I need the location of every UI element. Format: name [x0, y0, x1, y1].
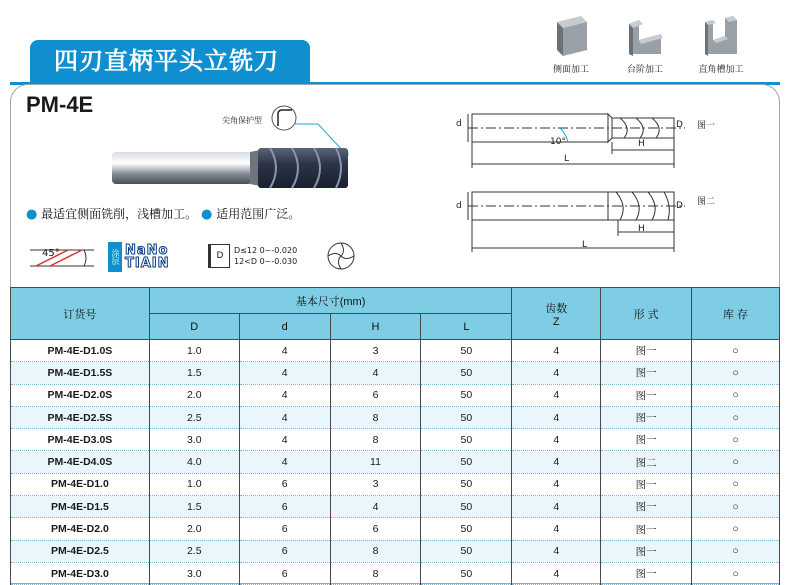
cell-d: 4: [239, 340, 330, 362]
cell-form: 图二: [601, 451, 692, 473]
machining-side: [541, 14, 601, 75]
bullet-icon: ●: [26, 207, 38, 222]
cell-Z: 4: [512, 429, 601, 451]
feature-list: [26, 205, 300, 222]
cell-H: 8: [330, 406, 421, 428]
product-model: PM-4E: [26, 92, 94, 117]
table-row: [11, 340, 780, 362]
machining-step-label: 台阶加工: [626, 65, 663, 75]
cell-L: 50: [421, 473, 512, 495]
col-stock: 库 存: [692, 288, 780, 340]
cell-D: 1.5: [149, 362, 239, 384]
cell-D: 2.5: [149, 540, 239, 562]
fig1-angle: 10°: [550, 137, 566, 147]
cell-code: PM-4E-D2.5: [11, 540, 150, 562]
col-teeth: [512, 288, 601, 340]
cell-L: 50: [421, 384, 512, 406]
cell-H: 8: [330, 429, 421, 451]
cell-d: 6: [239, 496, 330, 518]
cell-d: 6: [239, 562, 330, 584]
step-milling-icon: [625, 14, 665, 58]
fig2-dim-D: D: [676, 201, 683, 211]
cell-form: 图一: [601, 340, 692, 362]
table-row: [11, 451, 780, 473]
tolerance-line-2: 12<D 0~-0.030: [234, 257, 298, 266]
tolerance-symbol: D: [208, 244, 230, 268]
cell-stock: ○: [692, 451, 780, 473]
fig1-dim-d: d: [456, 119, 462, 129]
cell-form: 图一: [601, 429, 692, 451]
fig2-dim-L: L: [582, 240, 588, 250]
fig1-dim-H: H: [638, 139, 645, 149]
fig1-label: 图一: [697, 121, 716, 131]
end-view-icon: [326, 241, 356, 271]
machining-step: [615, 14, 675, 75]
col-teeth-label: 齿数: [545, 302, 568, 315]
fig1-dim-L: L: [564, 154, 570, 164]
cell-stock: ○: [692, 473, 780, 495]
col-teeth-sub: Z: [552, 315, 560, 328]
col-d: d: [239, 314, 330, 340]
cell-L: 50: [421, 451, 512, 473]
cell-form: 图一: [601, 384, 692, 406]
cell-L: 50: [421, 540, 512, 562]
col-L: L: [421, 314, 512, 340]
coating-brand-1: NaNo: [125, 243, 169, 258]
cell-D: 3.0: [149, 429, 239, 451]
cell-code: PM-4E-D2.0S: [11, 384, 150, 406]
table-row: [11, 540, 780, 562]
cell-D: 4.0: [149, 451, 239, 473]
cell-code: PM-4E-D1.0S: [11, 340, 150, 362]
cell-stock: ○: [692, 406, 780, 428]
cell-d: 4: [239, 384, 330, 406]
cell-stock: ○: [692, 384, 780, 406]
feature-1: 最适宜侧面铣削，浅槽加工。: [41, 207, 198, 221]
cell-code: PM-4E-D2.5S: [11, 406, 150, 428]
cell-L: 50: [421, 518, 512, 540]
tip-protection-label: 尖角保护型: [222, 116, 262, 125]
cell-Z: 4: [512, 496, 601, 518]
cell-form: 图一: [601, 406, 692, 428]
cell-L: 50: [421, 496, 512, 518]
machining-slot: [691, 14, 751, 75]
feature-2: 适用范围广泛。: [216, 207, 301, 221]
cell-d: 6: [239, 540, 330, 562]
cell-code: PM-4E-D1.5S: [11, 362, 150, 384]
table-row: [11, 473, 780, 495]
cell-H: 6: [330, 384, 421, 406]
cell-D: 2.0: [149, 384, 239, 406]
table-row: [11, 429, 780, 451]
table-row: [11, 406, 780, 428]
cell-D: 2.5: [149, 406, 239, 428]
cell-H: 3: [330, 473, 421, 495]
cell-d: 4: [239, 451, 330, 473]
page-title: 四刃直柄平头立铣刀: [30, 40, 310, 82]
cell-code: PM-4E-D1.0: [11, 473, 150, 495]
bullet-icon: ●: [201, 207, 213, 222]
col-form: 形 式: [601, 288, 692, 340]
cell-H: 8: [330, 562, 421, 584]
table-row: [11, 362, 780, 384]
col-H: H: [330, 314, 421, 340]
cell-L: 50: [421, 406, 512, 428]
cell-D: 1.0: [149, 340, 239, 362]
cell-form: 图一: [601, 562, 692, 584]
cell-d: 4: [239, 406, 330, 428]
table-row: [11, 496, 780, 518]
cell-H: 6: [330, 518, 421, 540]
spec-table: [10, 287, 780, 585]
cell-d: 6: [239, 518, 330, 540]
cell-L: 50: [421, 362, 512, 384]
cell-Z: 4: [512, 518, 601, 540]
cell-form: 图一: [601, 496, 692, 518]
tolerance-spec: [208, 244, 297, 268]
tolerance-line-1: D≤12 0~-0.020: [234, 246, 298, 255]
cell-L: 50: [421, 562, 512, 584]
cell-Z: 4: [512, 340, 601, 362]
cell-Z: 4: [512, 406, 601, 428]
drawing-figure-2: [450, 186, 700, 256]
fig1-dim-D: D: [676, 120, 683, 130]
cell-stock: ○: [692, 496, 780, 518]
cell-L: 50: [421, 429, 512, 451]
cell-form: 图一: [601, 362, 692, 384]
cell-stock: ○: [692, 362, 780, 384]
cell-form: 图一: [601, 518, 692, 540]
coating-label: 涂层: [108, 242, 122, 272]
coating-badge: [108, 242, 169, 272]
machining-side-label: 侧面加工: [552, 65, 589, 75]
cell-D: 1.5: [149, 496, 239, 518]
cell-d: 4: [239, 362, 330, 384]
cell-code: PM-4E-D3.0S: [11, 429, 150, 451]
table-row: [11, 384, 780, 406]
drawing-figure-1: [450, 100, 700, 180]
col-basic-size: 基本尺寸(mm): [149, 288, 511, 314]
cell-stock: ○: [692, 429, 780, 451]
side-milling-icon: [551, 14, 591, 58]
cell-H: 8: [330, 540, 421, 562]
cell-code: PM-4E-D4.0S: [11, 451, 150, 473]
cell-form: 图一: [601, 540, 692, 562]
coating-brand-2: TIAIN: [125, 256, 170, 271]
cell-stock: ○: [692, 562, 780, 584]
cell-code: PM-4E-D1.5: [11, 496, 150, 518]
cell-Z: 4: [512, 562, 601, 584]
cell-H: 4: [330, 496, 421, 518]
cell-code: PM-4E-D2.0: [11, 518, 150, 540]
cell-H: 4: [330, 362, 421, 384]
cell-D: 3.0: [149, 562, 239, 584]
cell-D: 1.0: [149, 473, 239, 495]
cell-Z: 4: [512, 451, 601, 473]
fig2-label: 图二: [697, 197, 716, 207]
cell-H: 3: [330, 340, 421, 362]
machining-slot-label: 直角槽加工: [698, 65, 744, 75]
slot-milling-icon: [701, 14, 741, 58]
cell-Z: 4: [512, 540, 601, 562]
col-D: D: [149, 314, 239, 340]
helix-icon: [28, 242, 96, 272]
cell-form: 图一: [601, 473, 692, 495]
cell-stock: ○: [692, 518, 780, 540]
cell-Z: 4: [512, 362, 601, 384]
cell-d: 6: [239, 473, 330, 495]
cell-stock: ○: [692, 340, 780, 362]
cell-stock: ○: [692, 540, 780, 562]
table-row: [11, 518, 780, 540]
fig2-dim-d: d: [456, 201, 462, 211]
cell-L: 50: [421, 340, 512, 362]
col-order-no: 订货号: [11, 288, 150, 340]
fig2-dim-H: H: [638, 224, 645, 234]
table-row: [11, 562, 780, 584]
cell-H: 11: [330, 451, 421, 473]
cell-d: 4: [239, 429, 330, 451]
cell-code: PM-4E-D3.0: [11, 562, 150, 584]
cell-D: 2.0: [149, 518, 239, 540]
cell-Z: 4: [512, 473, 601, 495]
helix-angle-symbol: [28, 242, 96, 276]
cell-Z: 4: [512, 384, 601, 406]
helix-angle-value: 45°: [42, 248, 60, 259]
end-mill-illustration: [110, 140, 355, 196]
